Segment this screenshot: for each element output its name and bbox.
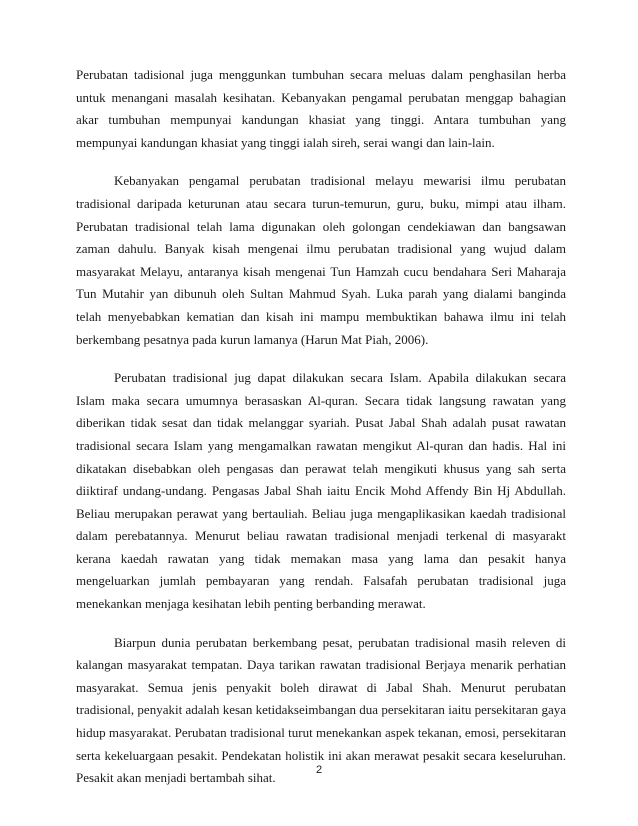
paragraph-3: Perubatan tradisional jug dapat dilakukan secara Islam. Apabila dilakukan secara Islam maka secara umumnya berasaskan Al-quran. Secara tidak langsung rawatan yang diberikan tidak sesat dan tidak melanggar syariah. Pusat Jabal Shah adalah pusat rawatan tradisional secara Islam yang mengamalkan rawatan mengikut Al-quran dan hadis. Hal ini dikatakan disebabkan oleh pengasas dan perawat telah mengikuti khusus yang sah serta diiktiraf undang-undang. Pengasas Jabal Shah iaitu Encik Mohd Affendy Bin Hj Abdullah. Beliau merupakan perawat yang bertauliah. Beliau juga mengaplikasikan kaedah tradisional dalam perebatannya. Menurut beliau rawatan tradisional menjadi terkenal di masyarakt kerana kaedah rawatan yang tidak memakan masa yang lama dan pesakit hanya mengeluarkan jumlah pembayaran yang rendah. Falsafah perubatan tradisional juga menekankan menjaga kesihatan lebih penting berbanding merawat. <box>76 370 566 612</box>
document-body <box>76 64 566 806</box>
paragraph-4: Biarpun dunia perubatan berkembang pesat, perubatan tradisional masih releven di kalangan masyarakat tempatan. Daya tarikan rawatan tradisional Berjaya menarik perhatian masyarakat. Semua jenis penyakit boleh dirawat di Jabal Shah. Menurut perubatan tradisional, penyakit adalah kesan ketidakseimbangan dua persekitaran iaitu persekitaran gaya hidup masyarakat. Perubatan tradisional turut menekankan aspek tekanan, emosi, persekitaran serta kekeluargaan pesakit. Pendekatan holistik ini akan merawat pesakit secara keseluruhan. Pesakit akan menjadi bertambah sihat. <box>76 634 566 786</box>
page-number: 2 <box>315 764 323 776</box>
paragraph-1: Perubatan tadisional juga menggunkan tumbuhan secara meluas dalam penghasilan herba untuk menangani masalah kesihatan. Kebanyakan pengamal perubatan menggap bahagian akar tumbuhan mempunyai kandungan khasiat yang tinggi. Antara tumbuhan yang mempunyai kandungan khasiat yang tinggi ialah sireh, serai wangi dan lain-lain. <box>76 67 566 150</box>
paragraph-2: Kebanyakan pengamal perubatan tradisional melayu mewarisi ilmu perubatan tradisional daripada keturunan atau secara turun-temurun, guru, buku, mimpi atau ilham. Perubatan tradisional telah lama digunakan oleh golongan cendekiawan dan bangsawan zaman dahulu. Banyak kisah mengenai ilmu perubatan tradisional yang wujud dalam masyarakat Melayu, antaranya kisah mengenai Tun Hamzah cucu bendahara Seri Maharaja Tun Mutahir yan dibunuh oleh Sultan Mahmud Syah. Luka parah yang dialami banginda telah menyebabkan kematian dan kisah ini mampu membuktikan bahawa ilmu ini telah berkembang pesatnya pada kurun lamanya (Harun Mat Piah, 2006). <box>76 173 566 347</box>
